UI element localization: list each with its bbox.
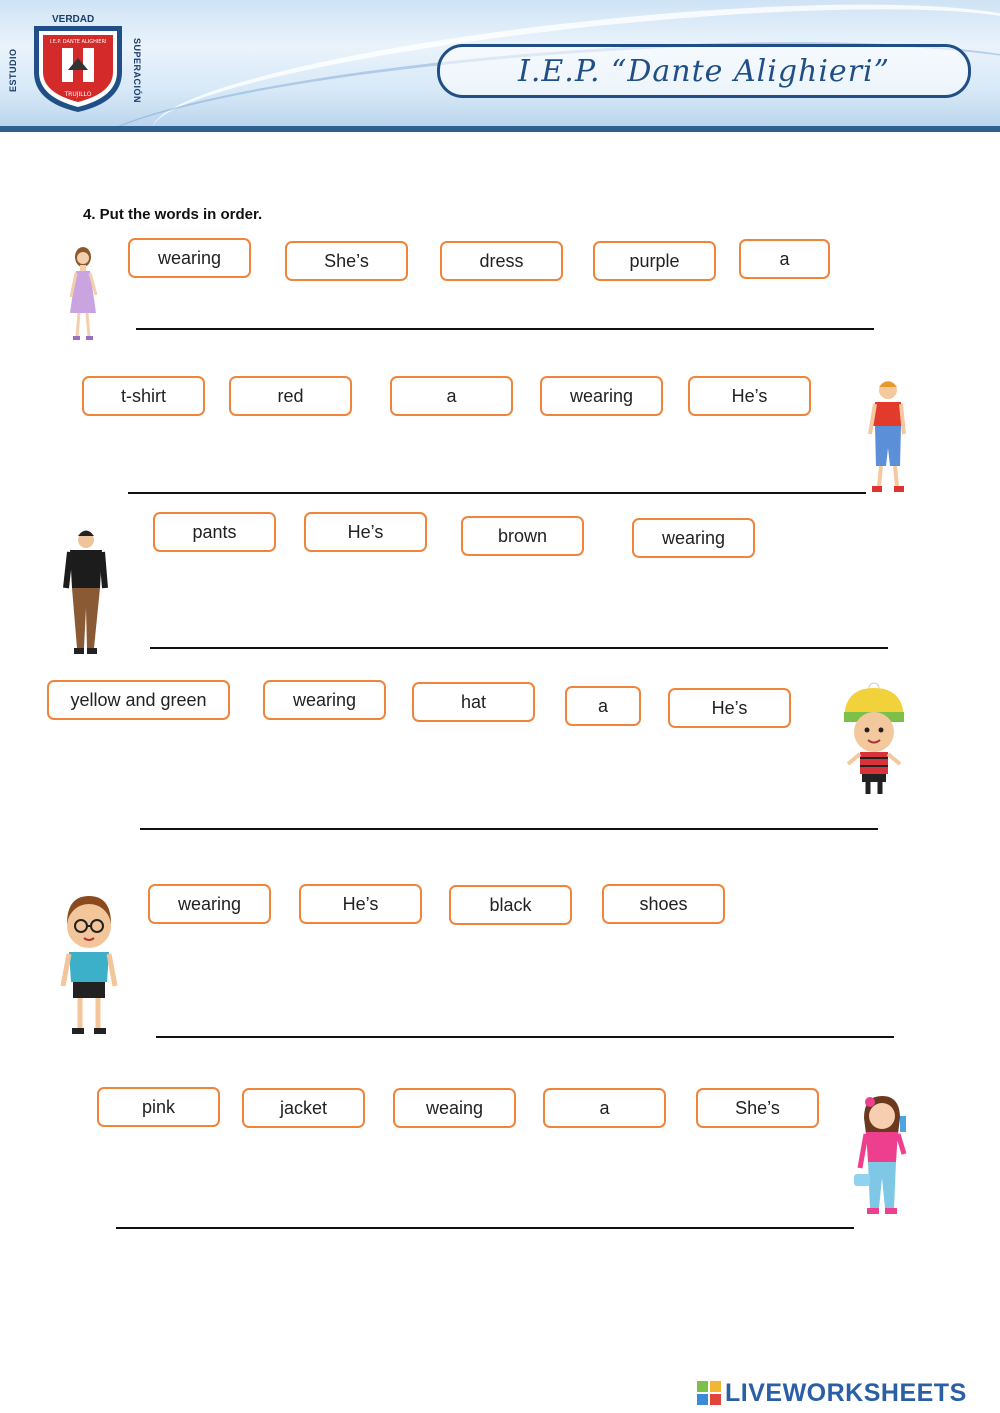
- word-chip[interactable]: wearing: [632, 518, 755, 558]
- word-chip[interactable]: weaing: [393, 1088, 516, 1128]
- exercise-instruction: 4. Put the words in order.: [83, 206, 263, 223]
- girl-pink-jacket-illustration: [852, 1094, 910, 1220]
- boy-glasses-illustration: [57, 894, 121, 1038]
- word-chip[interactable]: black: [449, 885, 572, 925]
- girl-purple-dress-illustration: [62, 245, 106, 343]
- crest-motto-top: VERDAD: [52, 14, 95, 25]
- word-chip[interactable]: wearing: [540, 376, 663, 416]
- crest-motto-left: ESTUDIO: [8, 48, 18, 92]
- word-chip[interactable]: She’s: [696, 1088, 819, 1128]
- word-chip[interactable]: dress: [440, 241, 563, 281]
- word-chip[interactable]: a: [543, 1088, 666, 1128]
- word-chip[interactable]: yellow and green: [47, 680, 230, 720]
- word-chip[interactable]: jacket: [242, 1088, 365, 1128]
- banner-bottom-rule: [0, 126, 1000, 132]
- crest-city: TRUJILLO: [64, 91, 92, 98]
- header-banner: [0, 0, 1000, 132]
- answer-line[interactable]: [140, 828, 878, 830]
- word-chip[interactable]: hat: [412, 682, 535, 722]
- word-chip[interactable]: a: [739, 239, 830, 279]
- answer-line[interactable]: [128, 492, 866, 494]
- word-chip[interactable]: brown: [461, 516, 584, 556]
- answer-line[interactable]: [116, 1227, 854, 1229]
- school-name-banner: I.E.P. “Dante Alighieri”: [437, 44, 971, 98]
- word-chip[interactable]: red: [229, 376, 352, 416]
- word-chip[interactable]: shoes: [602, 884, 725, 924]
- liveworksheets-footer: [697, 1378, 967, 1408]
- word-chip[interactable]: t-shirt: [82, 376, 205, 416]
- word-chip[interactable]: a: [565, 686, 641, 726]
- word-chip[interactable]: He’s: [688, 376, 811, 416]
- school-crest-logo: [30, 22, 126, 114]
- word-chip[interactable]: purple: [593, 241, 716, 281]
- crest-inner-text: I.E.P. DANTE ALIGHIERI: [49, 39, 107, 45]
- liveworksheets-logo-icon: [697, 1381, 721, 1405]
- word-chip[interactable]: pants: [153, 512, 276, 552]
- man-brown-pants-illustration: [60, 528, 110, 660]
- word-chip[interactable]: a: [390, 376, 513, 416]
- answer-line[interactable]: [156, 1036, 894, 1038]
- answer-line[interactable]: [150, 647, 888, 649]
- boy-red-tshirt-illustration: [866, 378, 908, 496]
- liveworksheets-brand-text: LIVEWORKSHEETS: [725, 1378, 967, 1407]
- word-chip[interactable]: He’s: [304, 512, 427, 552]
- word-chip[interactable]: wearing: [148, 884, 271, 924]
- word-chip[interactable]: pink: [97, 1087, 220, 1127]
- word-chip[interactable]: wearing: [128, 238, 251, 278]
- answer-line[interactable]: [136, 328, 874, 330]
- word-chip[interactable]: He’s: [299, 884, 422, 924]
- crest-motto-right: SUPERACIÓN: [132, 38, 142, 104]
- boy-yellow-green-hat-illustration: [838, 682, 910, 798]
- word-chip[interactable]: wearing: [263, 680, 386, 720]
- word-chip[interactable]: He’s: [668, 688, 791, 728]
- word-chip[interactable]: She’s: [285, 241, 408, 281]
